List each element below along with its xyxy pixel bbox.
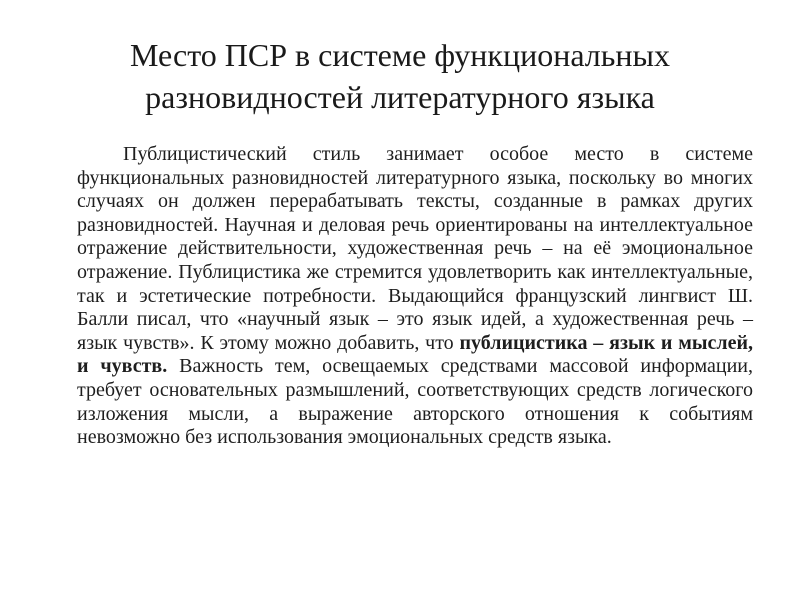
- paragraph-bold-phrase: публицистика – язык и мыслей, и чувств.: [77, 331, 753, 378]
- body-paragraph: [77, 143, 753, 450]
- title-line-1: Место ПСР в системе функциональных: [130, 37, 670, 73]
- paragraph-text-part2: Важность тем, освещаемых средствами массовой информации, требует основательных размышлений, соответствующих средств логического изложения мысли, а выражение авторского отношения к событиям невозможно без использования эмоциональных средств языка.: [77, 355, 753, 449]
- slide-title: [60, 34, 740, 118]
- title-line-2: разновидностей литературного языка: [145, 79, 655, 115]
- paragraph-text-part1: Публицистический стиль занимает особое место в системе функциональных разновидностей литературного языка, поскольку во многих случаях он должен перерабатывать тексты, созданные в рамках других разновидностей. Научная и деловая речь ориентированы на интеллектуальное отражение действительности, художественная речь – на её эмоциональное отражение. Публицистика же стремится удовлетворить как интеллектуальные, так и эстетические потребности. Выдающийся французский лингвист Ш. Балли писал, что «научный язык – это язык идей, а художественная речь – язык чувств». К этому можно добавить, что: [77, 143, 753, 354]
